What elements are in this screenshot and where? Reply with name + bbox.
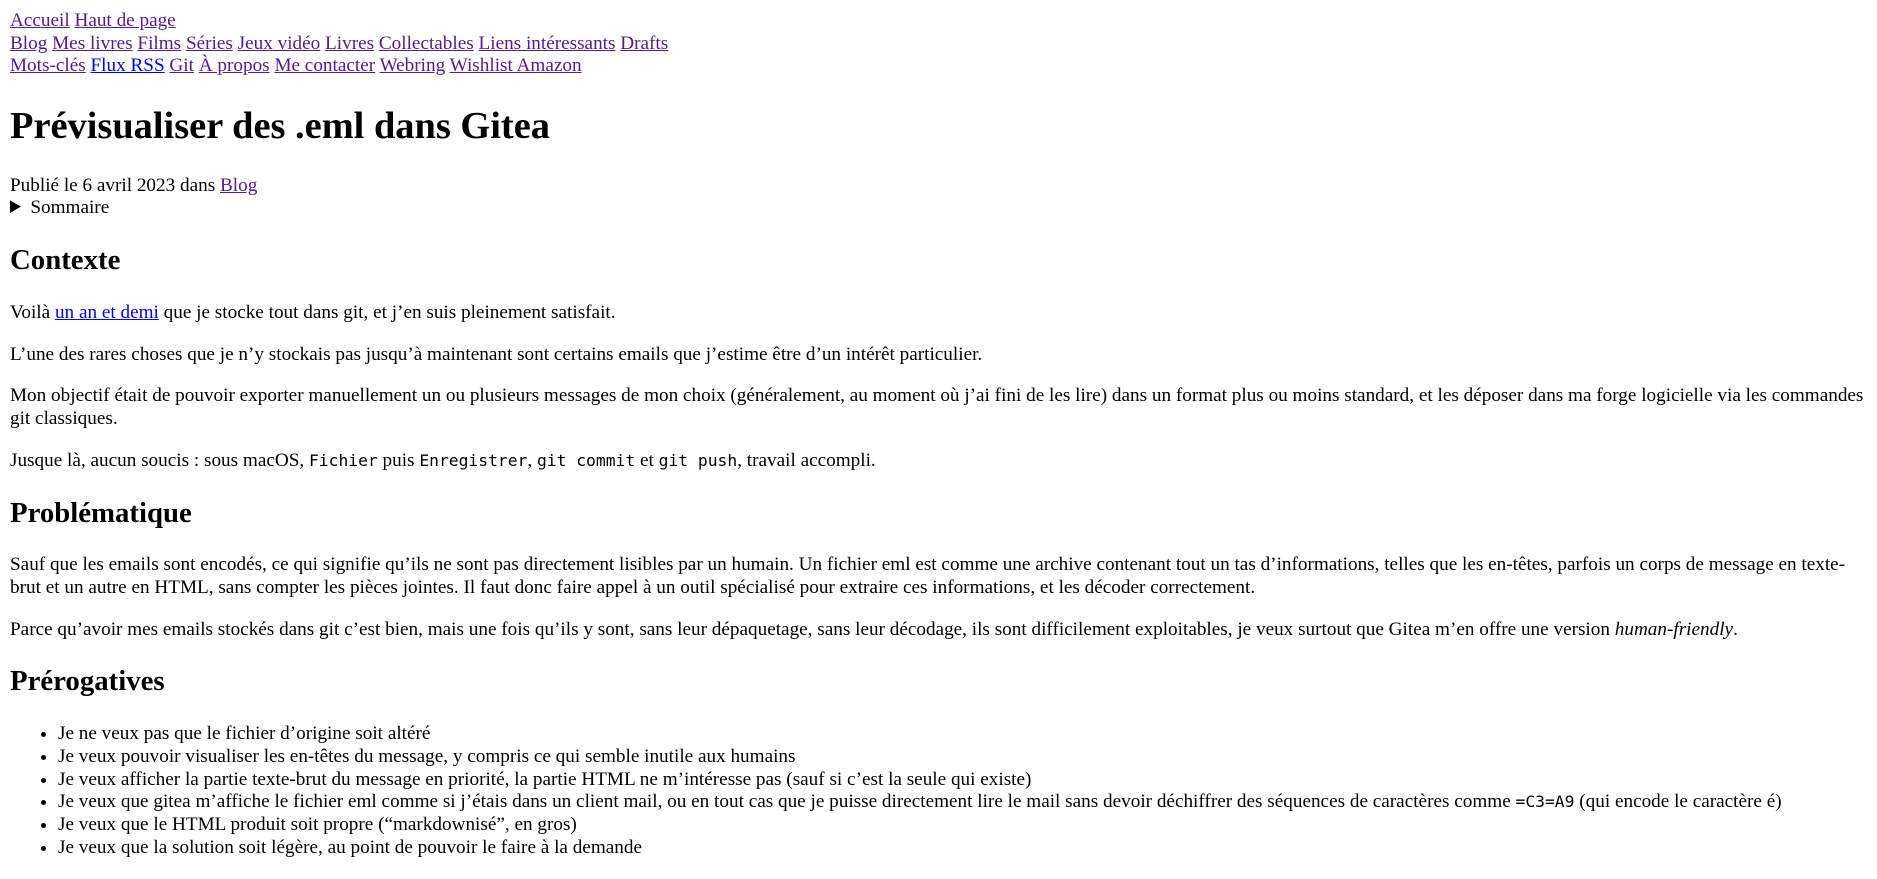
- category-link-blog[interactable]: Blog: [219, 174, 258, 196]
- inline-code: git commit: [536, 450, 636, 470]
- text-run: (qui encode le caractère é): [1574, 791, 1782, 813]
- sommaire-summary[interactable]: Sommaire: [30, 197, 110, 219]
- paragraph: Sauf que les emails sont encodés, ce qui signifie qu’ils ne sont pas directement lisibles par un humain. Un fichier eml est comme une archive contenant tout un tas d’informations, telles que les en-têtes, parfois un corps de message en texte-brut et un autre en HTML, sans compter les pièces jointes. Il faut donc faire appel à un outil spécialisé pour extraire ces informations, et les décoder correctement.: [10, 554, 1846, 599]
- section-heading-contexte: Contexte: [10, 243, 121, 276]
- paragraph: [10, 302, 1867, 325]
- nav-link-jeux-video[interactable]: Jeux vidéo: [237, 32, 321, 54]
- sommaire-details: [10, 197, 1867, 220]
- text-run: et: [635, 449, 659, 471]
- emphasis-text: human-friendly: [1614, 618, 1734, 640]
- nav-link-series[interactable]: Séries: [185, 32, 233, 54]
- nav-link-git[interactable]: Git: [169, 55, 194, 77]
- text-run: Je veux que gitea m’affiche le fichier eml comme si j’étais dans un client mail, ou en tout cas que je puisse directement lire le mail sans devoir déchiffrer des séquences de caractères comme: [58, 791, 1516, 813]
- inline-code: git push: [658, 450, 738, 470]
- inline-code: =C3=A9: [1515, 792, 1575, 812]
- paragraph: L’une des rares choses que je n’y stockais pas jusqu’à maintenant sont certains emails que j’estime être d’un intérêt particulier.: [10, 343, 983, 365]
- list-item: • Je ne veux pas que le fichier d’origine soit altéré: [58, 723, 1867, 746]
- nav-link-flux-rss[interactable]: Flux RSS: [90, 55, 165, 77]
- inline-link-un-an-et-demi[interactable]: un an et demi: [54, 301, 159, 323]
- list-item: [58, 791, 1867, 814]
- nav-row-top: [10, 10, 1867, 33]
- nav-link-liens-interessants[interactable]: Liens intéressants: [478, 32, 616, 54]
- publication-meta: [10, 175, 1867, 198]
- nav-link-wishlist-amazon[interactable]: Wishlist Amazon: [449, 55, 582, 77]
- paragraph: Mon objectif était de pouvoir exporter manuellement un ou plusieurs messages de mon choix (généralement, au moment où j’ai fini de les lire) dans un format plus ou moins standard, et les déposer dans ma forge logicielle via les commandes git classiques.: [10, 385, 1864, 430]
- nav-link-webring[interactable]: Webring: [379, 55, 446, 77]
- nav-row-meta: [10, 55, 1867, 78]
- prerogatives-list: [10, 723, 1867, 859]
- text-run: Voilà: [10, 301, 55, 323]
- nav-link-drafts[interactable]: Drafts: [620, 32, 669, 54]
- nav-link-livres[interactable]: Livres: [325, 32, 375, 54]
- site-nav: [10, 10, 1867, 78]
- paragraph: [10, 450, 1867, 473]
- list-item: • Je veux que la solution soit légère, au point de pouvoir le faire à la demande: [58, 837, 1867, 860]
- nav-link-mots-cles[interactable]: Mots-clés: [10, 55, 86, 77]
- article: [10, 104, 1867, 860]
- nav-link-haut-de-page[interactable]: Haut de page: [74, 10, 176, 31]
- text-run: ,: [527, 449, 537, 471]
- section-heading-prerogatives: Prérogatives: [10, 665, 165, 698]
- text-run: .: [1733, 618, 1738, 640]
- nav-link-me-contacter[interactable]: Me contacter: [274, 55, 376, 77]
- nav-link-accueil[interactable]: Accueil: [10, 10, 70, 31]
- text-run: puis: [377, 449, 420, 471]
- nav-link-a-propos[interactable]: À propos: [198, 55, 270, 77]
- list-item: • Je veux que le HTML produit soit propre (“markdownisé”, en gros): [58, 814, 1867, 837]
- inline-code: Enregistrer: [419, 450, 528, 470]
- nav-row-sections: [10, 33, 1867, 56]
- nav-link-films[interactable]: Films: [137, 32, 182, 54]
- nav-link-mes-livres[interactable]: Mes livres: [52, 32, 133, 54]
- paragraph: [10, 619, 1867, 642]
- page-title: Prévisualiser des .eml dans Gitea: [10, 104, 550, 147]
- text-run: que je stocke tout dans git, et j’en suis pleinement satisfait.: [158, 301, 616, 323]
- nav-link-collectables[interactable]: Collectables: [378, 32, 474, 54]
- text-run: Jusque là, aucun soucis : sous macOS,: [10, 449, 309, 471]
- section-heading-problematique: Problématique: [10, 496, 192, 529]
- publication-date-text: Publié le 6 avril 2023 dans: [10, 174, 220, 196]
- text-run: Parce qu’avoir mes emails stockés dans git c’est bien, mais une fois qu’ils y sont, sans leur dépaquetage, sans leur décodage, ils sont difficilement exploitables, je veux surtout que Gitea m’en offre une version: [10, 618, 1615, 640]
- nav-link-blog[interactable]: Blog: [10, 32, 48, 54]
- text-run: , travail accompli.: [737, 449, 876, 471]
- list-item: • Je veux pouvoir visualiser les en-têtes du message, y compris ce qui semble inutile aux humains: [58, 746, 1867, 769]
- inline-code: Fichier: [308, 450, 378, 470]
- list-item: • Je veux afficher la partie texte-brut du message en priorité, la partie HTML ne m’intéresse pas (sauf si c’est la seule qui existe): [58, 769, 1867, 792]
